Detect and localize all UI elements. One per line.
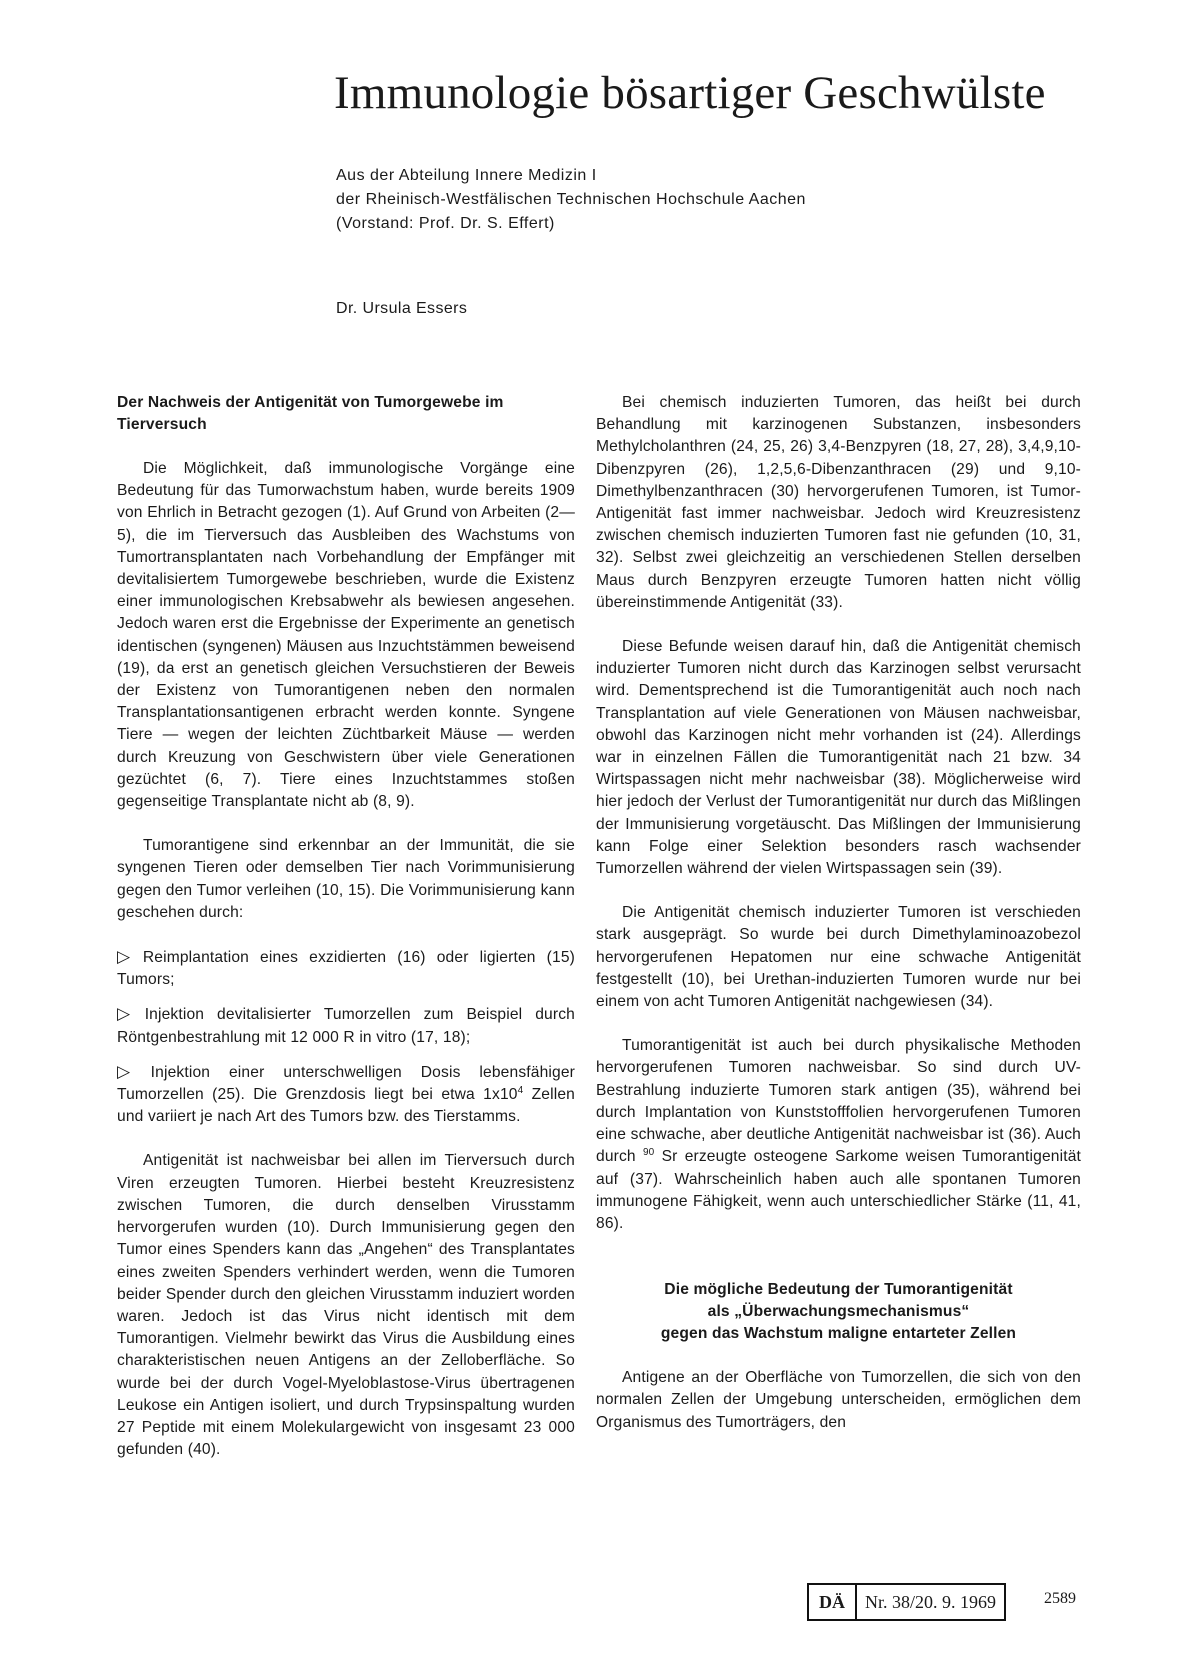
issue-date: Nr. 38/20. 9. 1969: [865, 1591, 997, 1612]
right-column: [596, 392, 1081, 1456]
left-column: [117, 392, 575, 1483]
heading-line: Die mögliche Bedeutung der Tumorantigenität: [664, 1281, 1013, 1299]
list-item: [117, 1061, 575, 1129]
author-name: Dr. Ursula Essers: [336, 300, 468, 317]
paragraph: [596, 1035, 1081, 1235]
heading-line: gegen das Wachstum maligne entarteter Zellen: [660, 1325, 1017, 1343]
heading-line: als „Überwachungsmechanismus“: [707, 1303, 970, 1321]
page-number: 2589: [1044, 1590, 1076, 1607]
paragraph: Tumorantigene sind erkennbar an der Immunität, die sie syngenen Tieren oder demselben Tier nach Vorimmunisierung gegen den Tumor verleihen (10, 15). Die Vorimmunisierung kann geschehen durch:: [117, 837, 575, 921]
paragraph: Antigenität ist nachweisbar bei allen im Tierversuch durch Viren erzeugten Tumoren. Hierbei besteht Kreuzresistenz zwischen Tumoren, die durch denselben Virusstamm hervorgerufen wurden (10). Durch Immunisierung gegen den Tumor eines Spenders kann das „Angehen“ des Transplantates eines zweiten Spenders verhindert werden, wenn die Tumoren beider Spender durch den gleichen Virusstamm induziert worden waren. Jedoch ist das Virus nicht identisch mit dem Tumorantigen. Vielmehr bewirkt das Virus die Ausbildung eines charakteristischen neuen Antigens an der Zelloberfläche. So wurde bei der durch Vogel-Myeloblastose-Virus übertragenen Leukose ein Antigen isoliert, und durch Trypsinspaltung wurden 27 Peptide mit einem Molekulargewicht von insgesamt 23 000 gefunden (40).: [117, 1152, 575, 1459]
list-item: [117, 1003, 575, 1048]
list-item-text: Injektion einer unterschwelligen Dosis lebensfähiger Tumorzellen (25). Die Grenzdosis liegt bei etwa 1x10: [117, 1063, 575, 1104]
superscript: 4: [517, 1084, 524, 1096]
journal-abbreviation: DÄ: [809, 1585, 857, 1619]
list-item-text: Reimplantation eines exzidierten (16) oder ligierten (15) Tumors;: [117, 949, 576, 989]
section-heading: Der Nachweis der Antigenität von Tumorgewebe im Tierversuch: [117, 394, 504, 433]
article-title: Immunologie bösartiger Geschwülste: [334, 67, 1046, 119]
affiliation-line: Aus der Abteilung Innere Medizin I: [336, 167, 597, 184]
paragraph: Bei chemisch induzierten Tumoren, das heißt bei durch Behandlung mit karzinogenen Substanzen, insbesonders Methylcholanthren (24, 25, 26) 3,4-Benzpyren (18, 27, 28), 3,4,9,10-Dibenzpyren (26), 1,2,5,6-Dibenzanthracen (29) und 9,10-Dimethylbenzanthracen (30) hervorgerufenen Tumoren, ist Tumor-Antigenität fast immer nachweisbar. Jedoch wird Kreuzresistenz zwischen chemisch induzierten Tumoren fast nie gefunden (10, 31, 32). Selbst zwei gleichzeitig an verschiedenen Stellen derselben Maus durch Benzpyren erzeugte Tumoren hatten nicht völlig übereinstimmende Antigenität (33).: [596, 394, 1081, 611]
affiliation-line: der Rheinisch-Westfälischen Technischen Hochschule Aachen: [336, 191, 806, 208]
triangle-bullet-icon: ▷: [117, 1061, 145, 1081]
section-heading: [596, 1279, 1081, 1345]
paragraph-text: Sr erzeugte osteogene Sarkome weisen Tumorantigenität auf (37). Wahrscheinlich haben auch alle spontanen Tumoren immunogene Fähigkeit, wenn auch unterschiedlicher Stärke (11, 41, 86).: [596, 1148, 1081, 1232]
paragraph: Die Antigenität chemisch induzierter Tumoren ist verschieden stark ausgeprägt. So wurde bei durch Dimethylaminoazobezol hervorgerufenen Hepatomen nur eine schwache Antigenität festgestellt (10), bei Urethan-induzierten Tumoren wurde nur bei einem von acht Tumoren Antigenität nachgewiesen (34).: [596, 904, 1081, 1011]
affiliation-block: [336, 164, 806, 236]
triangle-bullet-icon: ▷: [117, 947, 137, 967]
paragraph-text: Tumorantigenität ist auch bei durch physikalische Methoden hervorgerufenen Tumoren nachweisbar. So sind durch UV-Bestrahlung induzierte Tumoren stark antigen (35), während bei durch Implantation von Kunststofffolien hervorgerufenen Tumoren eine schwache, aber deutliche Antigenität nachweisbar ist (36). Auch durch: [596, 1037, 1081, 1166]
triangle-bullet-icon: ▷: [117, 1004, 139, 1024]
superscript: 90: [642, 1147, 655, 1159]
paragraph: Diese Befunde weisen darauf hin, daß die Antigenität chemisch induzierter Tumoren nicht durch das Karzinogen selbst verursacht wird. Dementsprechend ist die Tumorantigenität auch noch nach Transplantation auf viele Generationen von Mäusen nachweisbar, obwohl das Karzinogen nicht mehr vorhanden ist (24). Allerdings war in einzelnen Fällen die Tumorantigenität nach 21 bzw. 34 Wirtspassagen nicht mehr nachweisbar (38). Möglicherweise wird hier jedoch der Verlust der Tumorantigenität nur durch das Mißlingen der Immunisierung vorgetäuscht. Das Mißlingen der Immunisierung kann Folge einer Selektion besonders rasch wachsender Tumorzellen während der vielen Wirtspassagen sein (39).: [596, 638, 1081, 878]
paragraph: Antigene an der Oberfläche von Tumorzellen, die sich von den normalen Zellen der Umgebung unterscheiden, ermöglichen dem Organismus des Tumorträgers, den: [596, 1369, 1081, 1431]
list-item-text: Injektion devitalisierter Tumorzellen zum Beispiel durch Röntgenbestrahlung mit 12 000 R in vitro (17, 18);: [117, 1006, 575, 1046]
list-item: [117, 946, 575, 991]
journal-footer-box: [807, 1583, 1006, 1621]
paragraph: Die Möglichkeit, daß immunologische Vorgänge eine Bedeutung für das Tumorwachstum haben, wurde bereits 1909 von Ehrlich in Betracht gezogen (1). Auf Grund von Arbeiten (2—5), die im Tierversuch das Ausbleiben des Wachstums von Tumortransplantaten nach Vorbehandlung der Empfänger mit devitalisiertem Tumorgewebe beschrieben, wurde die Existenz einer immunologischen Krebsabwehr als bewiesen angesehen. Jedoch waren erst die Ergebnisse der Experimente an genetisch identischen (syngenen) Mäusen aus Inzuchtstämmen beweisend (19), da erst an genetisch gleichen Versuchstieren der Beweis der Existenz von Tumorantigenen neben den normalen Transplantationsantigenen erbracht werden konnte. Syngene Tiere — wegen der leichten Züchtbarkeit Mäuse — werden durch Kreuzung von Geschwistern über viele Generationen gezüchtet (6, 7). Tiere eines Inzuchtstammes stoßen gegenseitige Transplantate nicht ab (8, 9).: [117, 460, 575, 811]
list-item-text: Zellen und variiert je nach Art des Tumors bzw. des Tierstamms.: [117, 1086, 576, 1126]
affiliation-line: (Vorstand: Prof. Dr. S. Effert): [336, 215, 555, 232]
